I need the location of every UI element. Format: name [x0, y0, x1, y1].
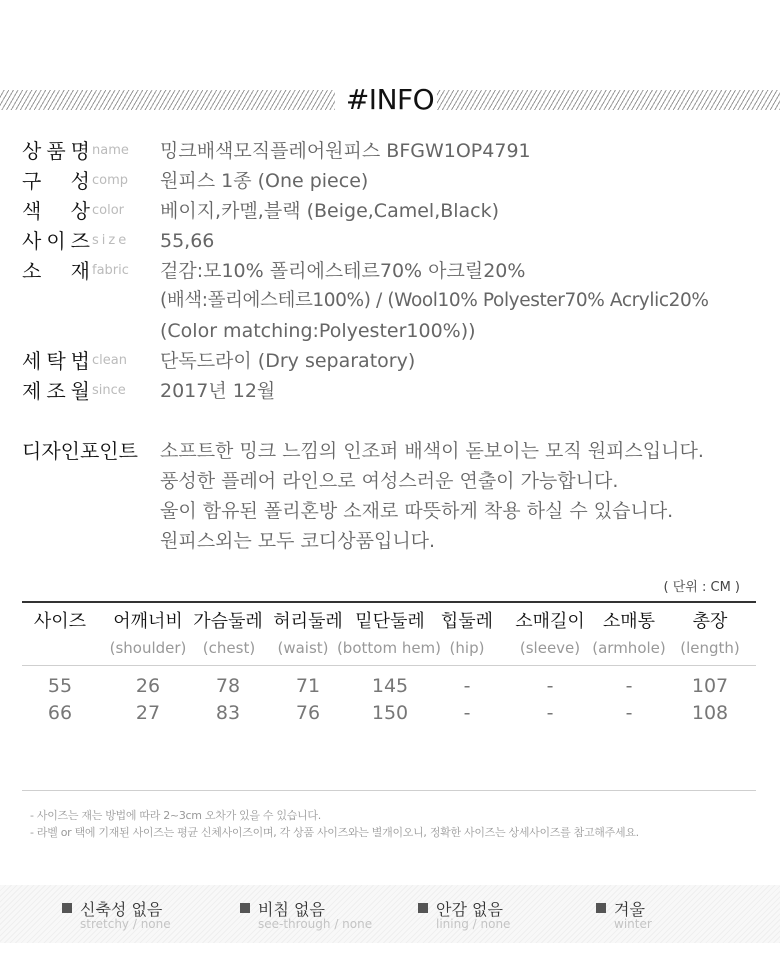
feature-label: 비침 없음: [258, 900, 325, 919]
info-key-char: 이: [46, 229, 66, 253]
page-title: #INFO: [345, 83, 435, 116]
info-key: [22, 256, 90, 286]
info-key-char: 즈: [70, 229, 90, 253]
info-value-fabric-2: (배색:폴리에스테르100%) / (Wool10% Polyester70% Acrylic20%: [160, 290, 709, 311]
info-value-name: 밍크배색모직플레어원피스 BFGW1OP4791: [160, 140, 531, 162]
cell-armhole: -: [625, 702, 633, 724]
cell-bottom: 150: [371, 702, 409, 724]
info-key-char: 탁: [46, 349, 66, 373]
cell-size: 55: [47, 675, 73, 697]
cell-waist: 76: [295, 702, 321, 724]
info-key-eng: fabric: [92, 263, 129, 278]
cell-waist: 71: [295, 675, 321, 697]
cell-chest: 83: [215, 702, 241, 724]
info-key: [22, 136, 90, 166]
info-key-eng: clean: [92, 353, 127, 368]
info-value-fabric-1: 겉감:모10% 폴리에스테르70% 아크릴20%: [160, 260, 526, 282]
feature-label-eng: lining / none: [436, 917, 511, 931]
design-point-title: 디자인포인트: [22, 439, 138, 463]
info-key: [22, 166, 90, 196]
design-point-line: 풍성한 플레어 라인으로 여성스러운 연출이 가능합니다.: [160, 470, 619, 492]
info-key-char: 상: [70, 199, 90, 223]
table-bottom-border: [22, 790, 756, 791]
cell-bottom: 145: [371, 675, 409, 697]
info-key-char: 품: [46, 139, 66, 163]
cell-sleeve: -: [546, 702, 554, 724]
cell-shoulder: 26: [135, 675, 161, 697]
cell-length: 107: [691, 675, 729, 697]
design-point-line: 원피스외는 모두 코디상품입니다.: [160, 530, 436, 552]
info-key: [22, 226, 90, 256]
feature-label: 겨울: [614, 900, 645, 919]
info-key-eng: size: [92, 233, 130, 248]
cell-armhole: -: [625, 675, 633, 697]
th-chest: 가슴둘레: [193, 611, 263, 632]
info-key-char: 조: [46, 379, 66, 403]
cell-hip: -: [463, 675, 471, 697]
info-value-color: 베이지,카멜,블랙 (Beige,Camel,Black): [160, 200, 500, 222]
info-key-eng: color: [92, 203, 125, 218]
info-key-char: 소: [22, 259, 42, 283]
info-key-char: 법: [70, 349, 90, 373]
th-eng-hip: (hip): [449, 639, 485, 657]
feature-label-eng: stretchy / none: [80, 917, 171, 931]
feature-label-eng: winter: [614, 917, 652, 931]
info-key: [22, 376, 90, 406]
cell-length: 108: [691, 702, 729, 724]
info-key-eng: since: [92, 383, 126, 398]
unit-label: ( 단위 : CM ): [663, 580, 740, 595]
size-note: - 사이즈는 재는 방법에 따라 2~3cm 오차가 있을 수 있습니다.: [30, 809, 321, 822]
th-eng-shoulder: (shoulder): [109, 639, 187, 657]
table-top-border: [22, 601, 756, 603]
feature-label-eng: see-through / none: [258, 917, 373, 931]
info-value-clean: 단독드라이 (Dry separatory): [160, 350, 416, 372]
design-point-line: 소프트한 밍크 느낌의 인조퍼 배색이 돋보이는 모직 원피스입니다.: [160, 440, 704, 462]
square-bullet-icon: [240, 903, 250, 913]
info-value-fabric-3: (Color matching:Polyester100%)): [160, 320, 476, 342]
cell-chest: 78: [215, 675, 241, 697]
cell-sleeve: -: [546, 675, 554, 697]
info-value-since: 2017년 12월: [160, 380, 276, 402]
info-key-char: 색: [22, 199, 42, 223]
th-eng-chest: (chest): [202, 639, 256, 657]
info-key: [22, 196, 90, 226]
cell-size: 66: [47, 702, 73, 724]
info-value-size: 55,66: [160, 230, 215, 252]
th-eng-armhole: (armhole): [592, 639, 666, 657]
info-key-char: 재: [70, 259, 90, 283]
size-note: - 라벨 or 택에 기재된 사이즈는 평균 신체사이즈이며, 각 상품 사이즈와는 별개이오니, 정확한 사이즈는 상세사이즈를 참고해주세요.: [30, 826, 639, 839]
th-shoulder: 어깨너비: [113, 611, 183, 632]
th-length: 총장: [692, 611, 728, 632]
th-eng-waist: (waist): [277, 639, 329, 657]
info-key-char: 월: [70, 379, 90, 403]
info-key-eng: name: [92, 143, 129, 158]
th-armhole: 소매통: [602, 611, 656, 632]
info-key-char: 성: [70, 169, 90, 193]
th-size: 사이즈: [33, 611, 87, 632]
cell-hip: -: [463, 702, 471, 724]
th-eng-sleeve: (sleeve): [519, 639, 581, 657]
design-point-line: 울이 함유된 폴리혼방 소재로 따뜻하게 착용 하실 수 있습니다.: [160, 500, 674, 522]
th-waist: 허리둘레: [273, 611, 343, 632]
square-bullet-icon: [596, 903, 606, 913]
th-eng-length: (length): [680, 639, 740, 657]
info-key-char: 명: [70, 139, 90, 163]
cell-shoulder: 27: [135, 702, 161, 724]
info-value-comp: 원피스 1종 (One piece): [160, 170, 369, 192]
info-key-eng: comp: [92, 173, 129, 188]
th-hip: 힙둘레: [440, 611, 494, 632]
feature-label: 안감 없음: [436, 900, 503, 919]
info-key-char: 구: [22, 169, 42, 193]
info-key-char: 상: [22, 139, 42, 163]
feature-label: 신축성 없음: [80, 900, 163, 919]
feature-bar: [0, 885, 780, 943]
info-key-char: 사: [22, 229, 42, 253]
th-eng-bottom: (bottom hem): [336, 639, 442, 657]
table-header-divider: [22, 665, 756, 666]
th-bottom: 밑단둘레: [355, 611, 425, 632]
square-bullet-icon: [62, 903, 72, 913]
info-key-char: 제: [22, 379, 42, 403]
square-bullet-icon: [418, 903, 428, 913]
th-sleeve: 소매길이: [515, 611, 585, 632]
info-key: [22, 346, 90, 376]
info-key-char: 세: [22, 349, 42, 373]
